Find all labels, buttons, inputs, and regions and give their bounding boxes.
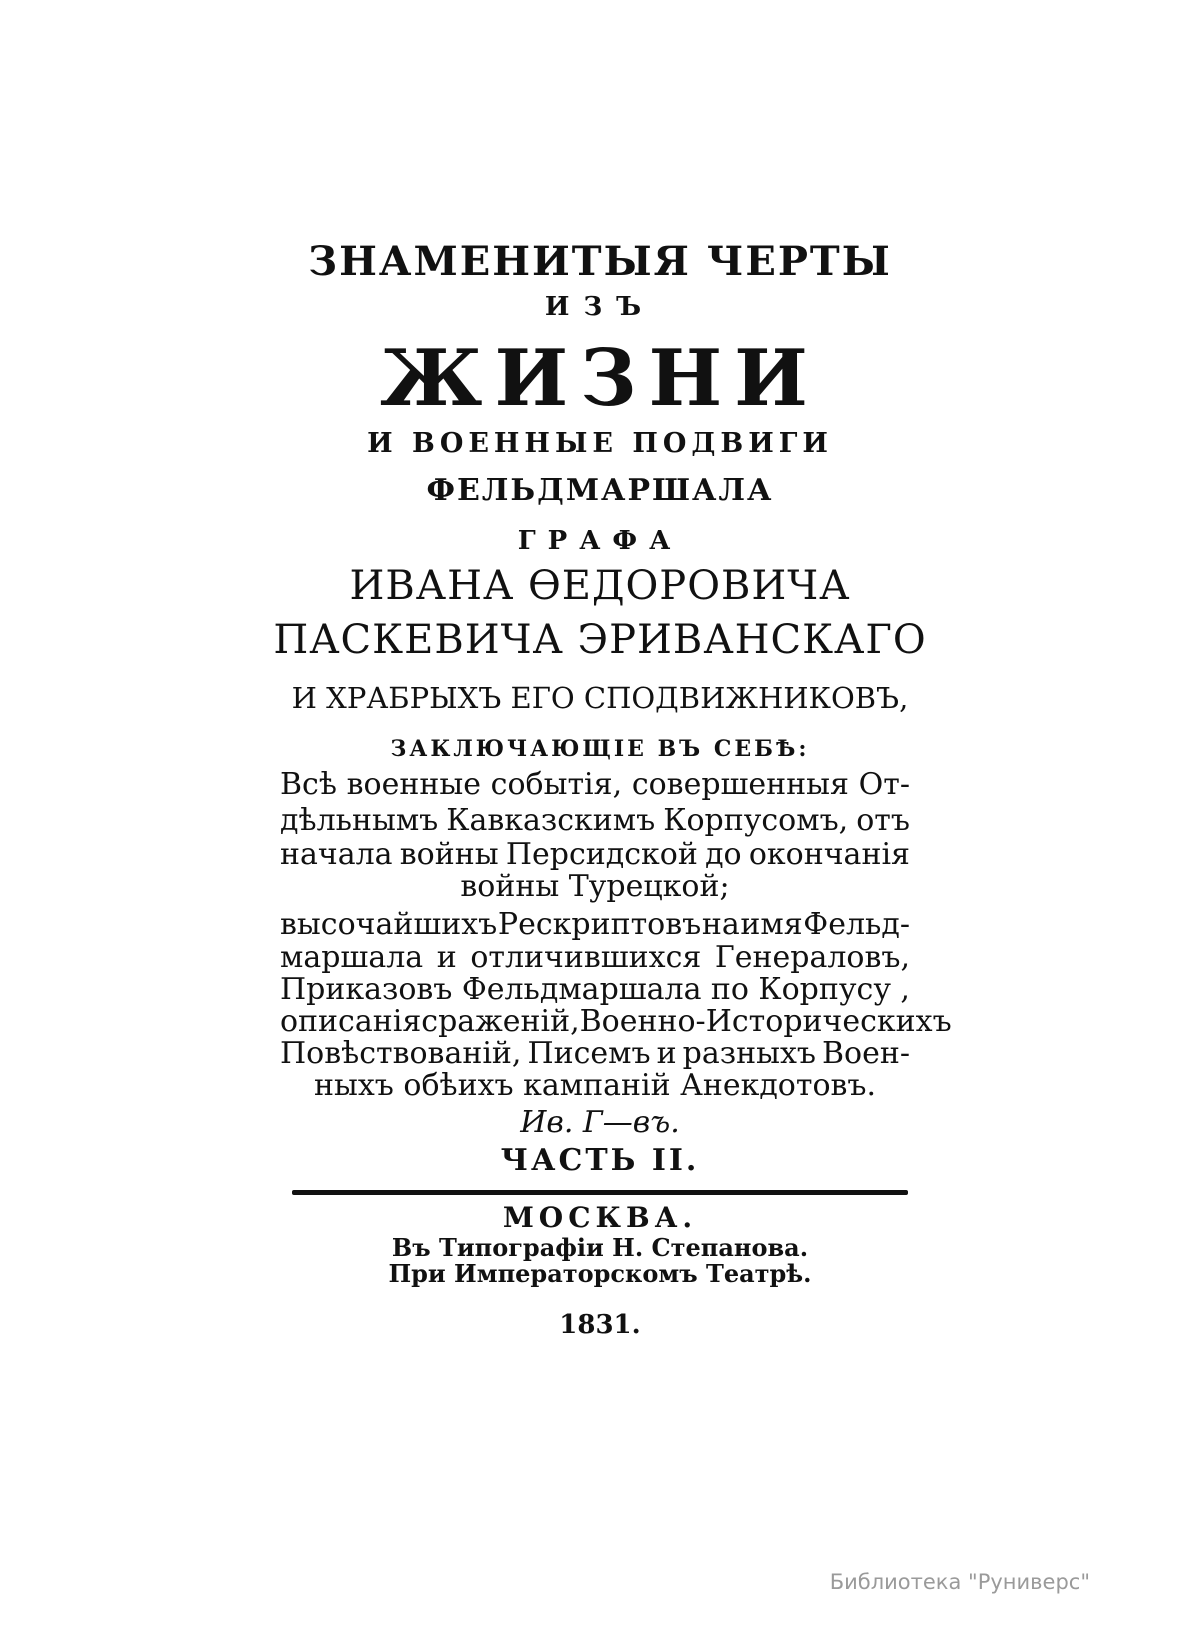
word: Генераловъ, (714, 940, 910, 975)
word: высочайшихъ (280, 907, 498, 942)
word: по (710, 972, 749, 1007)
word: начала (280, 837, 393, 872)
word: , (900, 972, 910, 1007)
title-line-5: ФЕЛЬДМАРШАЛА (426, 473, 774, 508)
title-line-7: ИВАНА ѲЕДОРОВИЧА (349, 563, 851, 609)
word: совершенныя (631, 767, 849, 802)
author-initials: Ив. Г—въ. (520, 1105, 680, 1140)
word: описанія (280, 1004, 422, 1039)
library-watermark: Библиотека "Руниверс" (829, 1570, 1090, 1594)
word: событія, (490, 767, 623, 802)
title-line-8: ПАСКЕВИЧА ЭРИВАНСКАГО (273, 617, 927, 663)
title-line-9: И ХРАБРЫХЪ ЕГО СПОДВИЖНИКОВЪ, (291, 681, 909, 715)
paragraph-2-line-1 (280, 907, 910, 942)
title-line-1: ЗНАМЕНИТЫЯ ЧЕРТЫ (308, 238, 892, 285)
title-line-4: И ВОЕННЫЕ ПОДВИГИ (367, 428, 833, 459)
imprint-year: 1831. (559, 1310, 641, 1340)
word: окончанія (748, 837, 910, 872)
imprint-theatre: При Императорскомъ Театрѣ. (388, 1259, 812, 1288)
word: маршала (280, 940, 424, 975)
paragraph-2-line-6: ныхъ обѣихъ кампаній Анекдотовъ. (313, 1068, 877, 1103)
word: Корпусу (758, 972, 891, 1007)
word: Рескриптовъ (497, 907, 702, 942)
word: до (705, 837, 742, 872)
paragraph-2-line-4 (280, 1004, 952, 1039)
imprint-printer: Въ Типографіи Н. Степанова. (391, 1233, 809, 1262)
separator-rule (292, 1190, 908, 1195)
word: Кавказскимъ (446, 803, 656, 838)
word: отъ (856, 803, 910, 838)
word: войны (399, 837, 499, 872)
title-line-10: ЗАКЛЮЧАЮЩІЕ ВЪ СЕБѢ: (390, 736, 810, 762)
word: Фельд- (803, 907, 910, 942)
word: и (656, 1036, 677, 1071)
word: дѣльнымъ (280, 803, 439, 838)
word: сраженій, (421, 1004, 580, 1039)
word: От- (858, 767, 910, 802)
word: Фельдмаршала (461, 972, 702, 1007)
paragraph-2-line-3 (280, 972, 910, 1007)
word: Воен- (822, 1036, 910, 1071)
word: военные (346, 767, 481, 802)
word: Военно-Историческихъ (579, 1004, 952, 1039)
paragraph-1-line-2 (280, 803, 910, 838)
word: Персидской (505, 837, 698, 872)
paragraph-2-line-2 (280, 940, 910, 975)
volume-label: ЧАСТЬ II. (500, 1143, 700, 1178)
word: Повѣствованій, (280, 1036, 522, 1071)
paragraph-2-line-5 (280, 1036, 910, 1071)
word: и (436, 940, 457, 975)
word: отличившихся (470, 940, 702, 975)
word: на (701, 907, 740, 942)
word: разныхъ (682, 1036, 816, 1071)
paragraph-1-line-3 (280, 837, 910, 872)
word: Корпусомъ, (663, 803, 849, 838)
imprint-city: МОСКВА. (502, 1201, 698, 1234)
word: Писемъ (527, 1036, 651, 1071)
word: Приказовъ (280, 972, 453, 1007)
title-line-2: ИЗЪ (544, 292, 656, 322)
paragraph-1-line-4: войны Турецкой; (460, 869, 730, 904)
paragraph-1-line-1 (280, 767, 910, 802)
title-line-6: ГРАФА (517, 526, 683, 556)
word: Всѣ (280, 767, 337, 802)
word: имя (740, 907, 803, 942)
title-line-3: ЖИЗНИ (380, 333, 820, 424)
